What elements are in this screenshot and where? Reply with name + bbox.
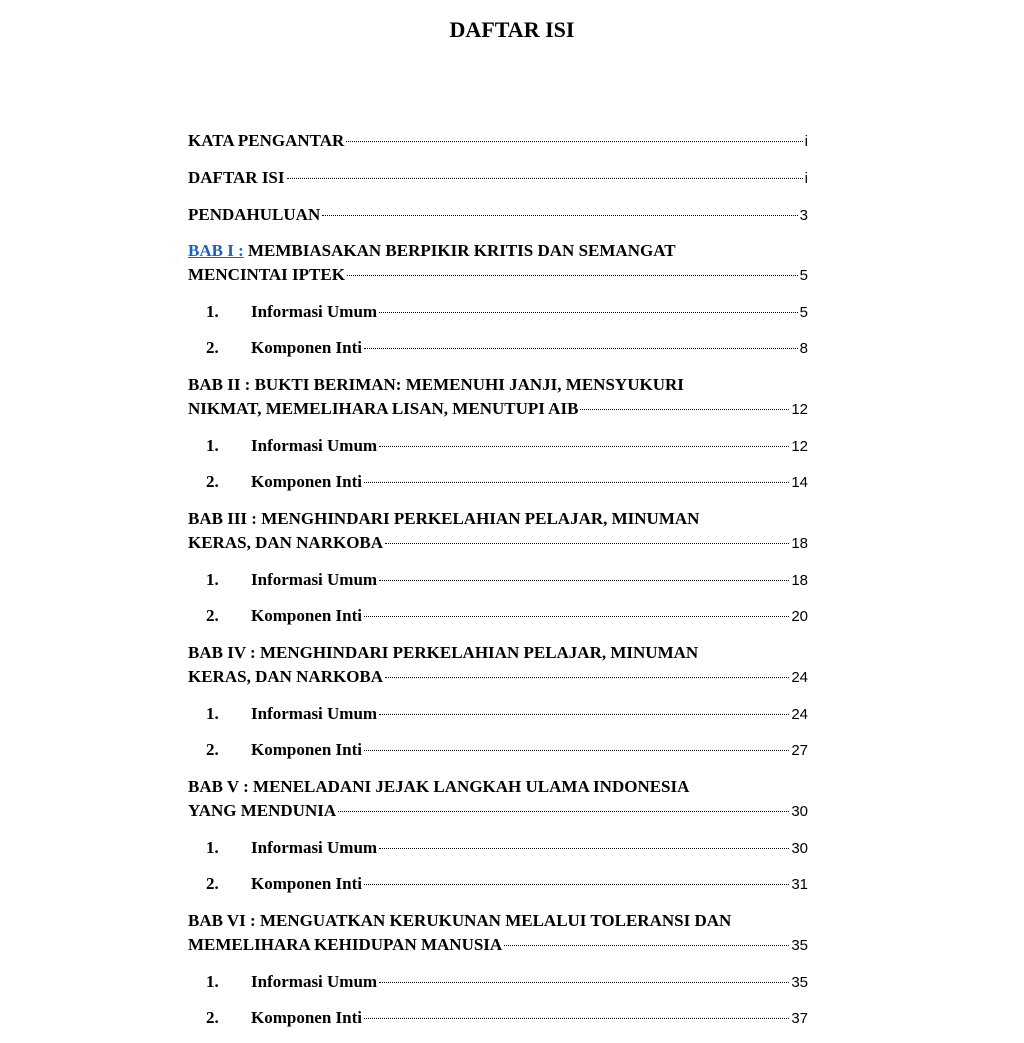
toc-sub-entry[interactable]	[188, 301, 808, 324]
toc-sub-entry[interactable]	[188, 1007, 808, 1030]
chapter-title-line-1: BAB II : BUKTI BERIMAN: MEMENUHI JANJI, MENSYUKURI	[188, 375, 684, 394]
toc-page-number: 35	[791, 974, 808, 991]
toc-sub-entry[interactable]	[188, 605, 808, 628]
sub-label: Komponen Inti	[251, 338, 362, 357]
page-title: DAFTAR ISI	[449, 17, 575, 42]
toc-entry-title: KERAS, DAN NARKOBA	[188, 533, 384, 552]
chapter-title-text: MEMBIASAKAN BERPIKIR KRITIS DAN SEMANGAT	[243, 241, 676, 260]
toc-page-number: 20	[791, 608, 808, 625]
chapter-title-line-2	[188, 665, 808, 690]
dot-leader	[364, 1018, 789, 1019]
sub-label: Informasi Umum	[251, 972, 378, 991]
toc-page-number: 3	[799, 207, 808, 224]
sub-number: 2.	[206, 1008, 219, 1027]
toc-page-number: 18	[791, 572, 808, 589]
toc-page-number: 35	[791, 937, 808, 954]
chapter-title-line-2	[188, 933, 808, 958]
chapter-title-line-1: BAB VI : MENGUATKAN KERUKUNAN MELALUI TOLERANSI DAN	[188, 911, 732, 930]
dot-leader	[338, 811, 789, 812]
toc-chapter-bab-1[interactable]	[188, 239, 808, 288]
toc-page-number: 30	[791, 803, 808, 820]
dot-leader	[379, 446, 789, 447]
toc-sub-entry[interactable]	[188, 569, 808, 592]
toc-sub-title	[206, 605, 362, 627]
dot-leader	[322, 215, 797, 216]
toc-page-number: 27	[791, 742, 808, 759]
toc-page-number: 37	[791, 1010, 808, 1027]
toc-sub-title	[206, 971, 377, 993]
toc-entry-title: DAFTAR ISI	[188, 168, 285, 187]
toc-chapter-bab-2[interactable]	[188, 373, 808, 422]
toc-entry-title: KATA PENGANTAR	[188, 131, 345, 150]
toc-page-number: 24	[791, 669, 808, 686]
toc-page-number: 12	[791, 401, 808, 418]
toc-sub-entry[interactable]	[188, 435, 808, 458]
dot-leader	[347, 275, 798, 276]
toc-page-number: 31	[791, 876, 808, 893]
sub-label: Informasi Umum	[251, 570, 378, 589]
sub-number: 1.	[206, 302, 219, 321]
toc-sub-title	[206, 337, 362, 359]
toc-sub-entry[interactable]	[188, 739, 808, 762]
sub-number: 1.	[206, 972, 219, 991]
toc-entry-title: YANG MENDUNIA	[188, 801, 337, 820]
sub-label: Komponen Inti	[251, 874, 362, 893]
toc-chapter-bab-6[interactable]	[188, 909, 808, 958]
chapter-title-line-2	[188, 397, 808, 422]
chapter-title-line-1: BAB III : MENGHINDARI PERKELAHIAN PELAJAR, MINUMAN	[188, 509, 700, 528]
chapter-title-line-2	[188, 531, 808, 556]
chapter-title-line-1: BAB IV : MENGHINDARI PERKELAHIAN PELAJAR, MINUMAN	[188, 643, 699, 662]
toc-page-number: 5	[799, 267, 808, 284]
toc-page-number: 30	[791, 840, 808, 857]
toc-sub-entry[interactable]	[188, 471, 808, 494]
sub-label: Informasi Umum	[251, 436, 378, 455]
toc-sub-title	[206, 1007, 362, 1029]
dot-leader	[364, 348, 798, 349]
toc-sub-entry[interactable]	[188, 971, 808, 994]
chapter-link[interactable]: BAB I :	[188, 241, 244, 260]
sub-number: 2.	[206, 472, 219, 491]
sub-label: Informasi Umum	[251, 302, 378, 321]
sub-number: 2.	[206, 338, 219, 357]
dot-leader	[364, 616, 789, 617]
sub-number: 2.	[206, 874, 219, 893]
sub-number: 2.	[206, 606, 219, 625]
dot-leader	[385, 543, 789, 544]
dot-leader	[364, 482, 789, 483]
toc-sub-title	[206, 471, 362, 493]
toc-page-number: 12	[791, 438, 808, 455]
toc-sub-title	[206, 703, 377, 725]
toc-sub-title	[206, 739, 362, 761]
toc-sub-title	[206, 873, 362, 895]
toc-entry-daftar-isi[interactable]	[188, 167, 808, 190]
toc-sub-title	[206, 837, 377, 859]
sub-label: Informasi Umum	[251, 838, 378, 857]
sub-number: 1.	[206, 436, 219, 455]
toc-page-number: 14	[791, 474, 808, 491]
dot-leader	[379, 312, 798, 313]
dot-leader	[346, 141, 802, 142]
sub-number: 1.	[206, 838, 219, 857]
sub-label: Komponen Inti	[251, 740, 362, 759]
toc-sub-entry[interactable]	[188, 837, 808, 860]
dot-leader	[379, 714, 789, 715]
toc-sub-title	[206, 301, 377, 323]
toc-chapter-bab-3[interactable]	[188, 507, 808, 556]
toc-entry-pendahuluan[interactable]	[188, 204, 808, 227]
sub-label: Komponen Inti	[251, 1008, 362, 1027]
chapter-title-line-1	[188, 239, 808, 263]
sub-label: Komponen Inti	[251, 472, 362, 491]
chapter-title-line-1: BAB V : MENELADANI JEJAK LANGKAH ULAMA INDONESIA	[188, 777, 690, 796]
toc-page-number: 18	[791, 535, 808, 552]
toc-page-number: 24	[791, 706, 808, 723]
dot-leader	[364, 750, 789, 751]
dot-leader	[580, 409, 789, 410]
dot-leader	[379, 580, 789, 581]
chapter-title-line-2	[188, 263, 808, 288]
dot-leader	[504, 945, 789, 946]
dot-leader	[385, 677, 789, 678]
sub-number: 1.	[206, 570, 219, 589]
toc-entry-title: PENDAHULUAN	[188, 205, 321, 224]
toc-entry-title: KERAS, DAN NARKOBA	[188, 667, 384, 686]
toc-page-number: i	[804, 133, 808, 150]
dot-leader	[379, 848, 789, 849]
toc-entry-kata-pengantar[interactable]	[188, 130, 808, 153]
chapter-title-line-2	[188, 799, 808, 824]
sub-number: 1.	[206, 704, 219, 723]
toc-sub-entry[interactable]	[188, 337, 808, 360]
toc-sub-title	[206, 435, 377, 457]
dot-leader	[379, 982, 789, 983]
toc-chapter-bab-4[interactable]	[188, 641, 808, 690]
sub-label: Informasi Umum	[251, 704, 378, 723]
toc-page-number: 8	[799, 340, 808, 357]
toc-entry-title: MENCINTAI IPTEK	[188, 265, 345, 284]
table-of-contents	[188, 130, 808, 1043]
dot-leader	[364, 884, 789, 885]
dot-leader	[287, 178, 803, 179]
toc-sub-title	[206, 569, 377, 591]
toc-page-number: i	[804, 170, 808, 187]
toc-entry-title: NIKMAT, MEMELIHARA LISAN, MENUTUPI AIB	[188, 399, 579, 418]
toc-chapter-bab-5[interactable]	[188, 775, 808, 824]
toc-sub-entry[interactable]	[188, 873, 808, 896]
toc-sub-entry[interactable]	[188, 703, 808, 726]
sub-label: Komponen Inti	[251, 606, 362, 625]
toc-entry-title: MEMELIHARA KEHIDUPAN MANUSIA	[188, 935, 503, 954]
toc-page-number: 5	[799, 304, 808, 321]
sub-number: 2.	[206, 740, 219, 759]
